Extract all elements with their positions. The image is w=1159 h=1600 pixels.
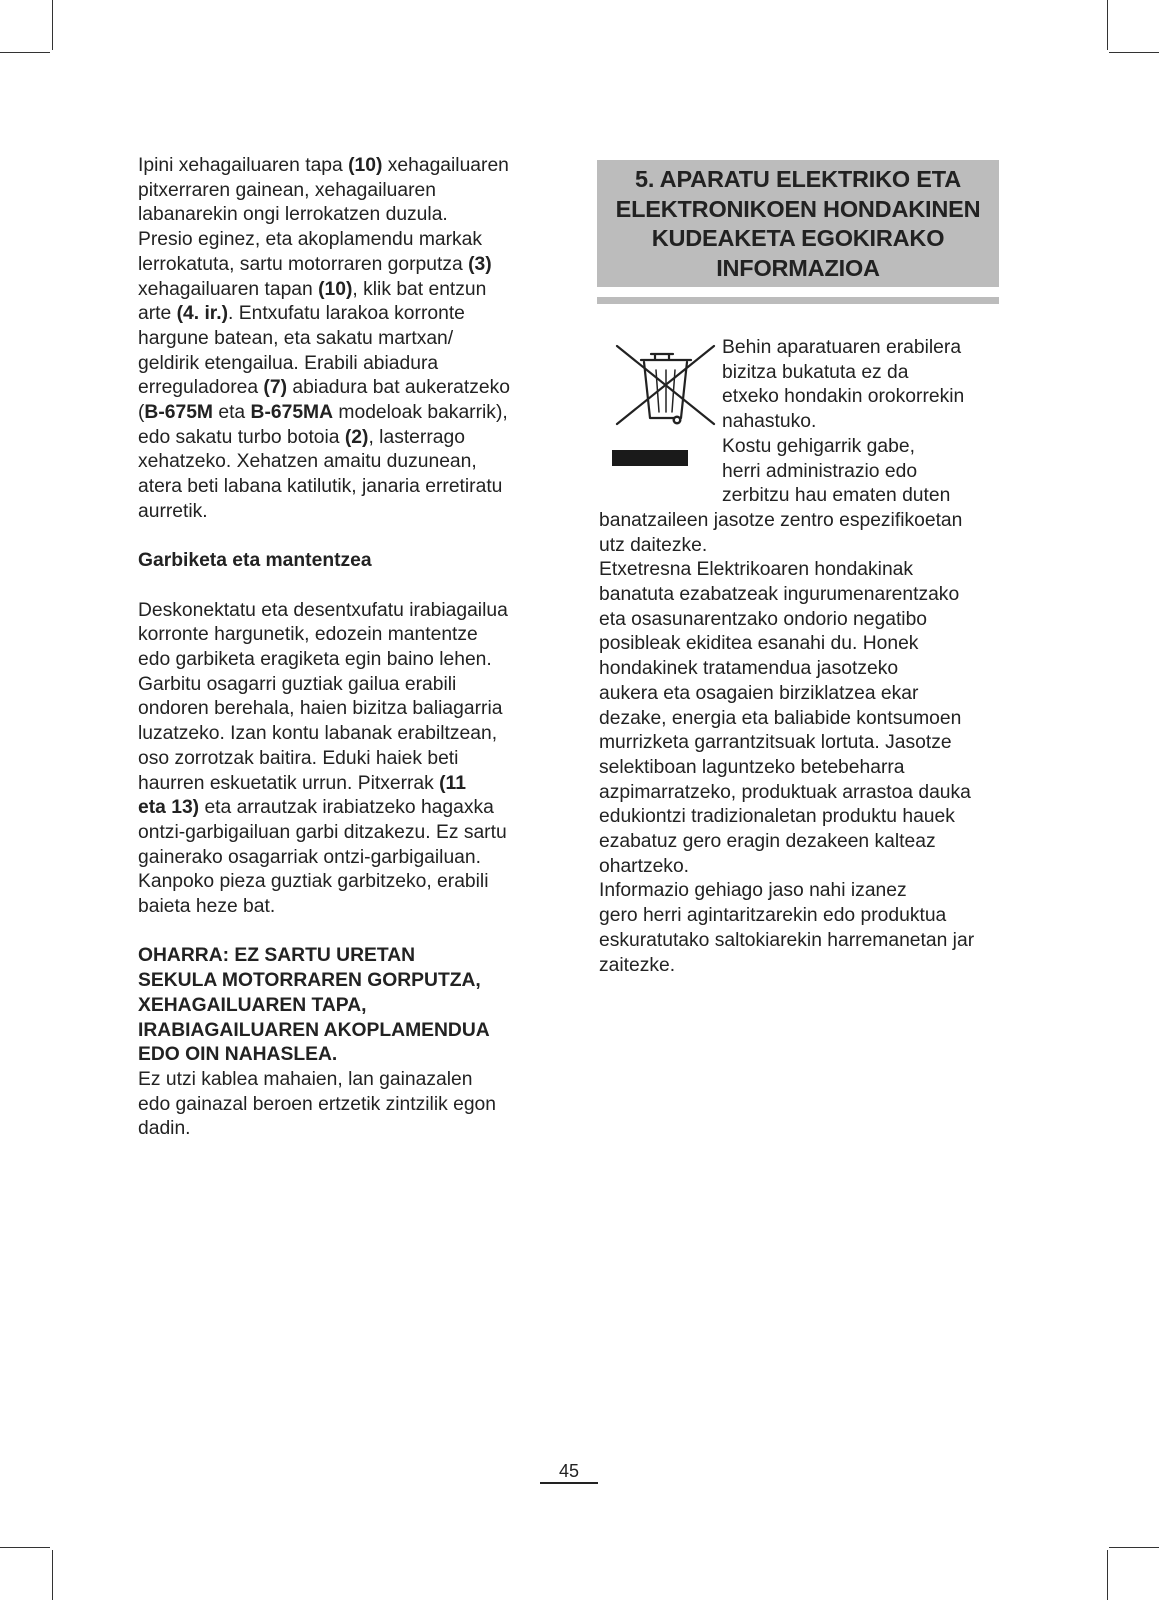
text-run: geldirik etengailua. Erabili abiadura: [138, 352, 439, 374]
text-line: [138, 648, 538, 673]
text-line: EDO OIN NAHASLEA.: [138, 1044, 338, 1066]
text-run: ondoren berehala, haien bizitza baliagarria: [138, 698, 503, 720]
text-line: dezake, energia eta baliabide kontsumoen: [599, 707, 962, 729]
text-line: Etxetresna Elektrikoaren hondakinak: [599, 559, 914, 581]
text-line: [138, 228, 538, 253]
text-line: [138, 352, 538, 377]
text-run: arte: [138, 303, 177, 325]
text-line: [138, 870, 538, 895]
text-line: [138, 327, 538, 352]
text-line: [138, 697, 538, 722]
text-line: IRABIAGAILUAREN AKOPLAMENDUA: [138, 1019, 490, 1041]
disposal-paragraph: [599, 509, 1001, 978]
wrapped-paragraph: [599, 336, 1001, 509]
text-line: edo gainazal beroen ertzetik zintzilik egon: [138, 1093, 496, 1115]
crop-mark: [52, 1550, 53, 1600]
text-run: luzatzeko. Izan kontu labanak erabiltzean,: [138, 723, 498, 745]
bold-text: (10): [348, 155, 383, 176]
right-column: [599, 336, 1001, 978]
bold-text: (7): [263, 377, 287, 399]
cleaning-paragraph: [138, 599, 538, 920]
text-line: [138, 747, 538, 772]
text-line: dadin.: [138, 1118, 191, 1140]
text-line: Kostu gehigarrik gabe,: [722, 435, 915, 457]
text-run: Ipini xehagailuaren tapa: [138, 155, 349, 176]
text-line: aukera eta osagaien birziklatzea ekar: [599, 682, 919, 704]
text-run: korronte hargunetik, edozein mantentze: [138, 624, 478, 646]
text-line: azpimarratzeko, produktuak arrastoa dauka: [599, 781, 971, 803]
text-line: [138, 846, 538, 871]
bold-text: (2): [344, 426, 369, 448]
text-run: (: [138, 402, 145, 424]
text-line: nahastuko.: [722, 411, 817, 433]
text-run: haurren eskuetatik urrun. Pitxerrak: [138, 772, 440, 794]
text-line: [138, 821, 538, 846]
text-line: ezabatuz gero eragin dezakeen kalteaz: [599, 831, 936, 853]
text-line: KUDEAKETA EGOKIRAKO: [651, 225, 945, 251]
text-line: [138, 673, 538, 698]
text-line: zerbitzu hau ematen duten: [722, 485, 951, 507]
text-line: edukiontzi tradizionaletan produktu hauek: [599, 806, 955, 828]
text-line: hondakinek tratamendua jasotzeko: [599, 658, 899, 680]
text-run: Garbitu osagarri guztiak gailua erabili: [138, 673, 457, 695]
text-line: posibleak ekiditea esanahi du. Honek: [599, 633, 919, 655]
bold-text: (3): [468, 253, 492, 275]
text-line: banatzaileen jasotze zentro espezifikoetan: [599, 509, 963, 531]
text-line: ELEKTRONIKOEN HONDAKINEN: [615, 195, 981, 222]
crop-mark: [52, 0, 53, 50]
text-line: [138, 203, 538, 228]
text-line: eskuratutako saltokiarekin harremanetan jar: [599, 929, 975, 951]
text-run: labanarekin ongi lerrokatzen duzula.: [138, 204, 448, 226]
bold-text: B-675M: [144, 402, 213, 424]
text-run: pitxerraren gainean, xehagailuaren: [138, 179, 436, 201]
text-run: xehagailuaren tapan: [138, 278, 319, 300]
text-line: eta osasunarentzako ondorio negatibo: [599, 608, 928, 630]
text-run: modeloak bakarrik),: [333, 402, 508, 424]
section-heading: [597, 160, 999, 287]
text-run: hargune batean, eta sakatu martxan/: [138, 327, 454, 349]
text-line: herri administrazio edo: [722, 460, 918, 482]
text-line: zaitezke.: [599, 954, 676, 976]
left-column: [138, 154, 538, 1142]
text-line: [138, 599, 538, 624]
crop-mark: [1107, 1550, 1108, 1600]
text-line: [138, 623, 538, 648]
text-line: [138, 376, 538, 401]
text-run: baieta heze bat.: [138, 896, 276, 918]
text-run: Kanpoko pieza guztiak garbitzeko, erabili: [138, 871, 489, 893]
crop-mark: [0, 1547, 50, 1548]
text-run: . Entxufatu larakoa korronte: [228, 303, 465, 325]
text-run: atera beti labana katilutik, janaria erretiratu: [138, 476, 503, 498]
text-line: etxeko hondakin orokorrekin: [722, 386, 965, 408]
text-run: Presio eginez, eta akoplamendu markak: [138, 229, 483, 251]
text-run: , klik bat entzun: [352, 278, 487, 300]
bold-text: B-675MA: [250, 402, 334, 424]
text-line: XEHAGAILUAREN TAPA,: [138, 994, 367, 1016]
text-line: bizitza bukatuta ez da: [722, 361, 909, 383]
text-line: [138, 772, 538, 797]
text-run: Deskonektatu eta desentxufatu irabiagailua: [138, 599, 508, 621]
text-line: [138, 500, 538, 525]
text-line: [138, 302, 538, 327]
text-line: [138, 154, 538, 179]
text-line: [138, 401, 538, 426]
text-line: SEKULA MOTORRAREN GORPUTZA,: [138, 970, 481, 992]
text-line: ohartzeko.: [599, 855, 690, 877]
text-run: aurretik.: [138, 500, 208, 522]
text-run: gainerako osagarriak ontzi-garbigailuan.: [138, 846, 481, 868]
bold-text: eta 13): [138, 797, 200, 819]
bold-text: (4. ir.): [176, 303, 229, 325]
text-line: utz daitezke.: [599, 534, 708, 556]
text-line: [138, 895, 538, 920]
text-line: [138, 796, 538, 821]
text-line: [138, 253, 538, 278]
text-line: Behin aparatuaren erabilera: [722, 337, 962, 358]
text-line: Ez utzi kablea mahaien, lan gainazalen: [138, 1068, 473, 1090]
text-line: OHARRA: EZ SARTU URETAN: [138, 945, 416, 967]
text-line: [138, 426, 538, 451]
intro-paragraph: [138, 154, 538, 525]
text-line: banatuta ezabatzeak ingurumenarentzako: [599, 584, 960, 606]
text-run: edo garbiketa eragiketa egin baino lehen.: [138, 649, 492, 671]
text-run: xehagailuaren: [382, 155, 509, 176]
crop-mark: [1109, 52, 1159, 53]
bold-text: (11: [439, 772, 466, 794]
text-line: selektiboan laguntzeko betebeharra: [599, 756, 905, 778]
text-line: 5. APARATU ELEKTRIKO ETA: [635, 166, 961, 192]
text-run: ontzi-garbigailuan garbi ditzakezu. Ez sartu: [138, 821, 507, 843]
text-run: abiadura bat aukeratzeko: [287, 377, 510, 399]
crop-mark: [0, 52, 50, 53]
text-line: [138, 475, 538, 500]
cable-paragraph: [138, 1068, 538, 1142]
text-line: Informazio gehiago jaso nahi izanez: [599, 880, 907, 902]
heading-rule: [597, 297, 999, 304]
page-number: 45: [540, 1460, 598, 1484]
text-run: erreguladorea: [138, 377, 264, 399]
crop-mark: [1109, 1547, 1159, 1548]
text-line: [138, 450, 538, 475]
text-run: lerrokatuta, sartu motorraren gorputza: [138, 253, 469, 275]
bold-text: (10): [318, 278, 353, 300]
warning-paragraph: [138, 944, 538, 1068]
text-run: oso zorrotzak baitira. Eduki haiek beti: [138, 747, 459, 769]
crop-mark: [1107, 0, 1108, 50]
text-line: gero herri agintaritzarekin edo produktua: [599, 905, 947, 927]
text-run: eta: [213, 402, 251, 424]
text-line: [138, 179, 538, 204]
cleaning-heading: Garbiketa eta mantentzea: [138, 550, 372, 572]
text-run: , lasterrago: [368, 426, 465, 448]
text-line: [138, 722, 538, 747]
text-run: edo sakatu turbo botoia: [138, 426, 345, 448]
text-line: INFORMAZIOA: [716, 254, 880, 281]
text-line: [138, 278, 538, 303]
text-run: eta arrautzak irabiatzeko hagaxka: [199, 797, 494, 819]
text-line: murrizketa garrantzitsuak lortuta. Jasotze: [599, 732, 952, 754]
text-run: xehatzeko. Xehatzen amaitu duzunean,: [138, 451, 477, 473]
